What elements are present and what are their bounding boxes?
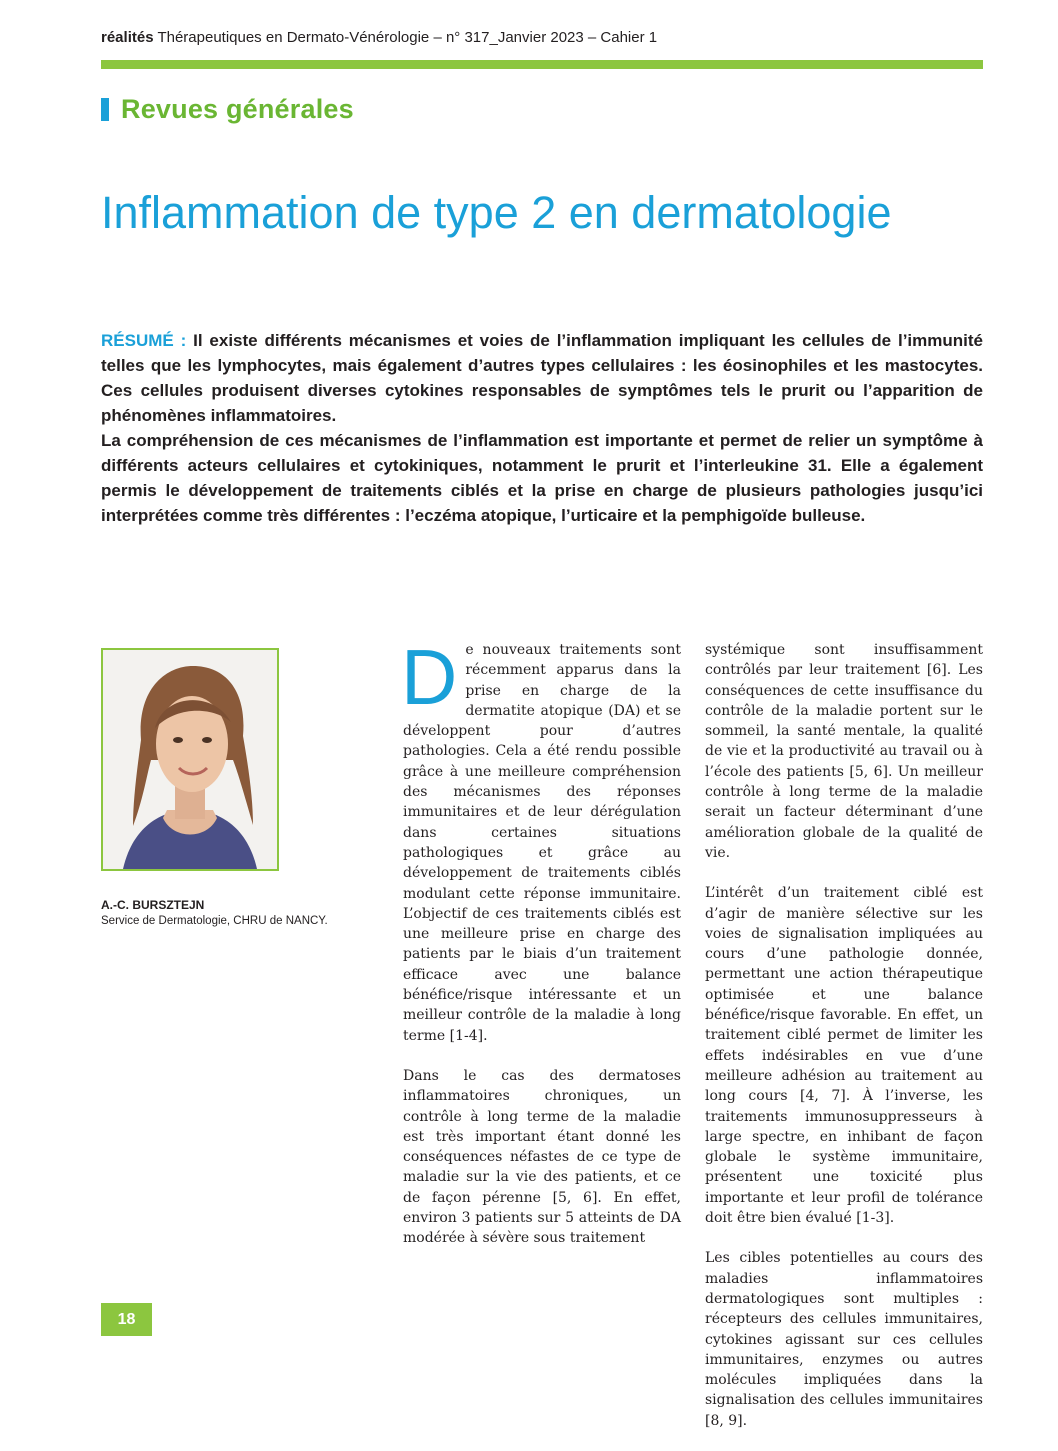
abstract-paragraph-1	[101, 328, 983, 428]
header-rule	[101, 60, 983, 69]
abstract-lead: RÉSUMÉ :	[101, 331, 194, 350]
abstract-paragraph-2: La compréhension de ces mécanismes de l’inflammation est importante et permet de relier un symptôme à différents acteurs cellulaires et cytokiniques, notamment le prurit et l’interleukine 31. Elle a également permis le développement de traitements ciblés et la prise en charge de plusieurs pathologies jusqu’ici interprétées comme très différentes : l’eczéma atopique, l’urticaire et la pemphigoïde bulleuse.	[101, 431, 983, 525]
body-column-2	[705, 640, 983, 1451]
article-title: Inflammation de type 2 en dermatologie	[101, 187, 892, 238]
body-paragraph-4: Les cibles potentielles au cours des maladies inflammatoires dermatologiques sont multiples : récepteurs des cellules immunitaires, cytokines agissant sur ces cellules immunitaires, enzymes ou autres molécules impliquées dans la signalisation des cellules immunitaires [8, 9].	[705, 1250, 983, 1429]
author-photo	[101, 648, 279, 871]
body-paragraph-1-text: e nouveaux traitements sont récemment apparus dans la prise en charge de la dermatite atopique (DA) et se développent pour d’autres pathologies. Cela a été rendu possible grâce à une meilleure compréhension des mécanismes des réponses immunitaires et de leur dérégulation dans certaines situations pathologiques et grâce au développement de traitements ciblés modulant cette réponse immunitaire. L’objectif de ces traitements ciblés est une meilleure prise en charge des patients par le biais d’un traitement efficace avec une balance bénéfice/risque intéressante et un meilleur contrôle de la maladie à long terme [1-4].	[403, 642, 681, 1044]
abstract-text-1: Il existe différents mécanismes et voies de l’inflammation impliquant les cellules de l’immunité telles que les lymphocytes, mais également d’autres types cellulaires : les éosinophiles et les mastocytes. Ces cellules produisent diverses cytokines responsables de symptômes tels le prurit ou l’apparition de phénomènes inflammatoires.	[101, 331, 983, 425]
body-paragraph-3: L’intérêt d’un traitement ciblé est d’agir de manière sélective sur les voies de signalisation impliquées au cours d’une pathologie donnée, permettant une action thérapeutique optimisée et une balance bénéfice/risque favorable. En effet, un traitement ciblé permet de limiter les effets indésirables en vue d’une meilleure adhésion au traitement au long cours [4, 7]. À l’inverse, les traitements immunosuppresseurs à large spectre, en inhibant de façon globale le système immunitaire, présentent une toxicité plus importante et leur profil de tolérance doit être bien évalué [1-3].	[705, 885, 983, 1227]
body-paragraph-2-continued: systémique sont insuffisamment contrôlés par leur traitement [6]. Les conséquences de cette insuffisance du contrôle de la maladie portent sur le sommeil, la santé mentale, la qualité de vie et la productivité au travail ou à l’école des patients [5, 6]. Un meilleur contrôle à long terme de la maladie serait un facteur déterminant d’une amélioration globale de la qualité de vie.	[705, 642, 983, 861]
section-heading	[101, 92, 354, 126]
section-marker	[101, 98, 109, 121]
body-paragraph-2: Dans le cas des dermatoses inflammatoires chroniques, un contrôle à long terme de la maladie est très important étant donné les conséquences néfastes de ce type de maladie sur la vie des patients, et ce de façon pérenne [5, 6]. En effet, environ 3 patients sur 5 atteints de DA modérée à sévère sous traitement	[403, 1067, 681, 1247]
page-number: 18	[101, 1303, 152, 1336]
body-paragraph-1	[401, 633, 681, 1046]
author-name: A.-C. BURSZTEJN	[101, 898, 205, 912]
running-header	[101, 29, 981, 46]
section-label: Revues générales	[121, 93, 354, 124]
body-column-1	[401, 633, 681, 1249]
journal-brand: réalités	[101, 29, 154, 46]
drop-cap: D	[401, 633, 458, 721]
abstract	[101, 328, 983, 528]
author-affiliation: Service de Dermatologie, CHRU de NANCY.	[101, 915, 328, 927]
journal-issue: Thérapeutiques en Dermato-Vénérologie – n° 317_Janvier 2023 – Cahier 1	[153, 29, 658, 46]
